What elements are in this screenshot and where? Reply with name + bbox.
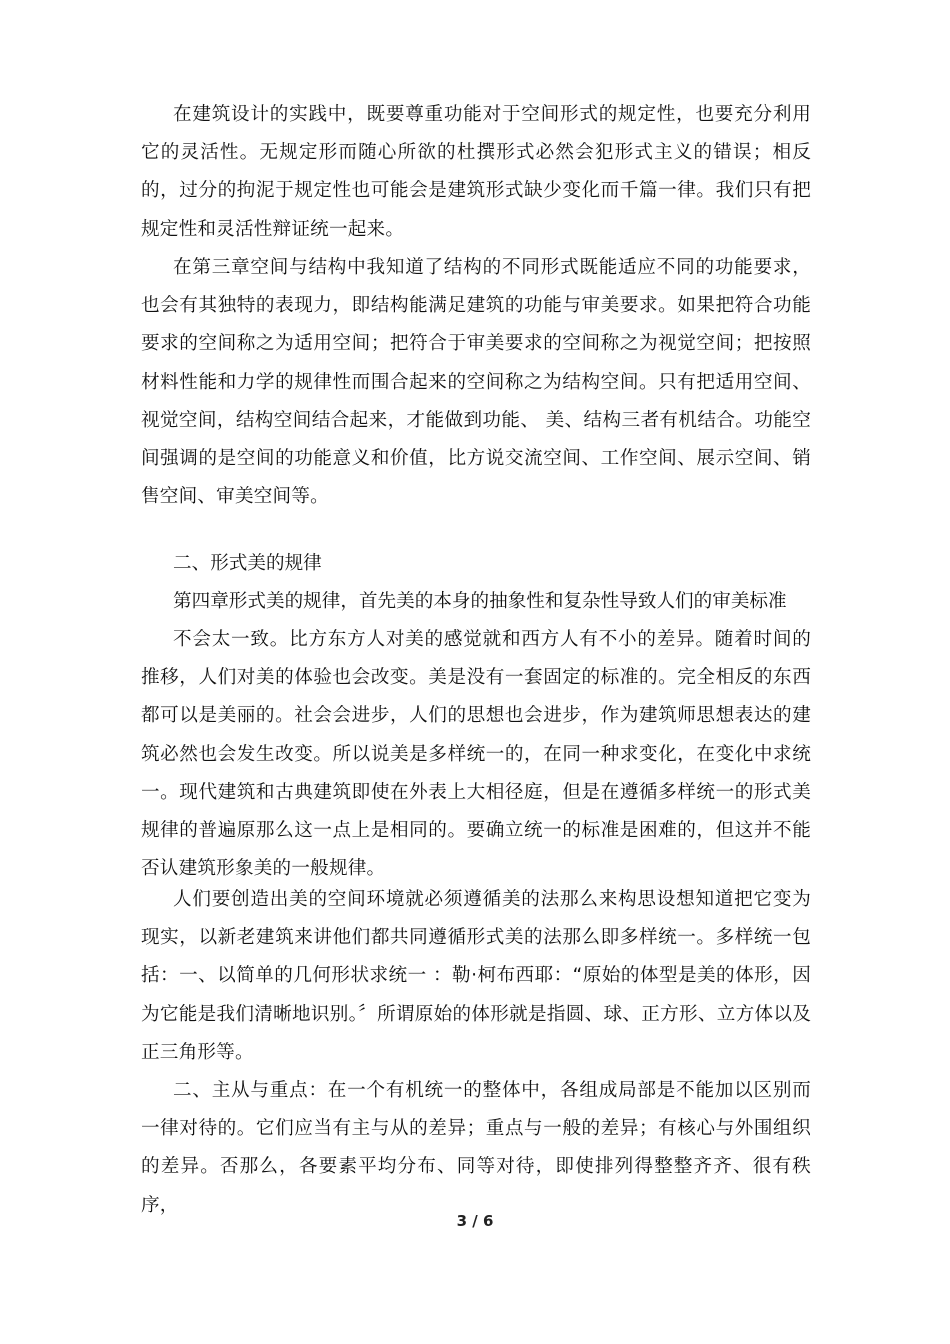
- paragraph-form-beauty-body: 不会太一致。比方东方人对美的感觉就和西方人有不小的差异。随着时间的推移，人们对美的体验也会改变。美是没有一套固定的标准的。完全相反的东西都可以是美丽的。社会会进步，人们的思想也会进步，作为建筑师思想表达的建筑必然也会发生改变。所以说美是多样统一的，在同一种求变化，在变化中求统一。现代建筑和古典建筑即使在外表上大相径庭，但是在遵循多样统一的形式美规律的普遍原那么这一点上是相同的。要确立统一的标准是困难的，但这并不能否认建筑形象美的一般规律。: [141, 629, 811, 880]
- paragraph-unity-variety: 人们要创造出美的空间环境就必须遵循美的法那么来构思设想知道把它变为现实，以新老建筑来讲他们都共同遵循形式美的法那么即多样统一。多样统一包括：一、以简单的几何形状求统一 ：勒·柯布西耶：“原始的体型是美的体形，因为它能是我们清晰地识别。〞所谓原始的体形就是指圆、球、正方形、立方体以及正三角形等。: [141, 889, 811, 1063]
- paragraph-space-structure: 在第三章空间与结构中我知道了结构的不同形式既能适应不同的功能要求，也会有其独特的表现力，即结构能满足建筑的功能与审美要求。如果把符合功能要求的空间称之为适用空间；把符合于审美要求的空间称之为视觉空间；把按照材料性能和力学的规律性而围合起来的空间称之为结构空间。只有把适用空间、视觉空间，结构空间结合起来，才能做到功能、 美、结构三者有机结合。功能空间强调的是空间的功能意义和价值，比方说交流空间、工作空间、展示空间、销售空间、审美空间等。: [141, 257, 811, 508]
- paragraph-form-beauty-lead: 第四章形式美的规律，首先美的本身的抽象性和复杂性导致人们的审美标准: [173, 591, 787, 612]
- section-heading: 二、形式美的规律: [173, 553, 322, 574]
- paragraph-primary-secondary: 二、主从与重点：在一个有机统一的整体中，各组成局部是不能加以区别而一律对待的。它们应当有主与从的差异；重点与一般的差异；有核心与外围组织的差异。否那么，各要素平均分布、同等对待，即使排列得整整齐齐、很有秩序，: [141, 1080, 811, 1216]
- page-number: 3 / 6: [456, 1212, 494, 1230]
- paragraph-design-practice: 在建筑设计的实践中，既要尊重功能对于空间形式的规定性，也要充分利用它的灵活性。无规定形而随心所欲的杜撰形式必然会犯形式主义的错误；相反的，过分的拘泥于规定性也可能会是建筑形式缺少变化而千篇一律。我们只有把规定性和灵活性辩证统一起来。: [141, 104, 811, 240]
